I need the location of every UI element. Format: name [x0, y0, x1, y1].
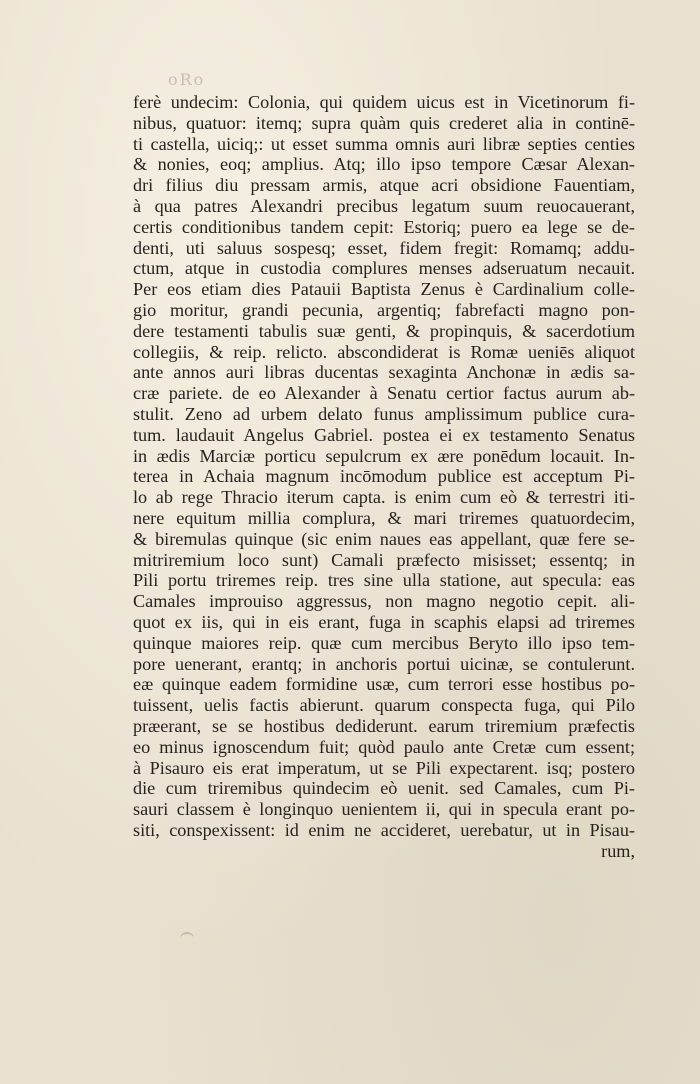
text-line: lo ab rege Thracio iterum capta. is enim cum eò & terrestri iti- [133, 487, 635, 508]
text-line: & nonies, eoq; amplius. Atq; illo ipso tempore Cæsar Alexan- [133, 154, 635, 175]
text-line: à Pisauro eis erat imperatum, ut se Pili expectarent. isq; postero [133, 757, 635, 778]
text-line: die cum triremibus quindecim eò uenit. sed Camales, cum Pi- [133, 778, 635, 799]
paper-blemish [180, 932, 194, 940]
text-line: certis conditionibus tandem cepit: Estoriq; puero ea lege se de- [133, 216, 635, 237]
text-line: siti, conspexissent: id enim ne accideret, uerebatur, ut in Pisau- [133, 819, 635, 840]
text-line: cræ pariete. de eo Alexander à Senatu certior factus aurum ab- [133, 383, 635, 404]
text-line: collegiis, & reip. relicto. abscondiderat is Romæ ueniēs aliquot [133, 341, 635, 362]
body-text [133, 92, 635, 861]
text-line: pore uenerant, erantq; in anchoris portui uicinæ, se contulerunt. [133, 653, 635, 674]
text-line: in ædis Marciæ porticu sepulcrum ex ære ponēdum locauit. In- [133, 445, 635, 466]
text-line: nere equitum millia complura, & mari triremes quatuordecim, [133, 507, 635, 528]
text-line: denti, uti saluus sospesq; esset, fidem fregit: Romamq; addu- [133, 237, 635, 258]
text-line: ctum, atque in custodia complures menses adseruatum necauit. [133, 258, 635, 279]
text-line: ferè undecim: Colonia, qui quidem uicus est in Vicetinorum fi- [133, 92, 635, 112]
text-line: Per eos etiam dies Patauii Baptista Zenus è Cardinalium colle- [133, 279, 635, 300]
text-line: terea in Achaia magnum incōmodum publice est acceptum Pi- [133, 466, 635, 487]
text-line: Pili portu triremes reip. tres sine ulla statione, aut specula: eas [133, 570, 635, 591]
text-line: quinque maiores reip. quæ cum mercibus Beryto illo ipso tem- [133, 632, 635, 653]
text-line: stulit. Zeno ad urbem delato funus amplissimum publice cura- [133, 403, 635, 424]
text-line: nibus, quatuor: itemq; supra quàm quis crederet alia in continē- [133, 112, 635, 133]
text-line: tum. laudauit Angelus Gabriel. postea ei ex testamento Senatus [133, 424, 635, 445]
text-line: Camales improuiso aggressus, non magno negotio cepit. ali- [133, 591, 635, 612]
text-line: quot ex iis, qui in eis erant, fuga in scaphis elapsi ad triremes [133, 611, 635, 632]
text-line: ti castella, uiciq;: ut esset summa omnis auri libræ septies centies [133, 133, 635, 154]
text-line: præerant, se se hostibus dediderunt. earum triremium præfectis [133, 715, 635, 736]
text-line: à qua patres Alexandri precibus legatum suum reuocauerant, [133, 195, 635, 216]
text-line: gio moritur, grandi pecunia, argentiq; fabrefacti magno pon- [133, 299, 635, 320]
text-line: tuissent, uelis factis abierunt. quarum conspecta fuga, qui Pilo [133, 695, 635, 716]
text-line: & biremulas quinque (sic enim naues eas appellant, quæ fere se- [133, 528, 635, 549]
text-line: mitriremium loco sunt) Camali præfecto misisset; essentq; in [133, 549, 635, 570]
text-line: dere testamenti tabulis suæ genti, & propinquis, & sacerdotium [133, 320, 635, 341]
text-line: dri filius diu pressam armis, atque acri obsidione Fauentiam, [133, 175, 635, 196]
bleed-through-text: oRo [168, 70, 206, 89]
text-line: sauri classem è longinquo uenientem ii, qui in specula erant po- [133, 799, 635, 820]
catchword: rum, [601, 840, 635, 861]
text-line: eo minus ignoscendum fuit; quòd paulo ante Cretæ cum essent; [133, 736, 635, 757]
text-line: eæ quinque eadem formidine usæ, cum terrori esse hostibus po- [133, 674, 635, 695]
text-line: ante annos auri libras ducentas sexaginta Anchonæ in ædis sa- [133, 362, 635, 383]
